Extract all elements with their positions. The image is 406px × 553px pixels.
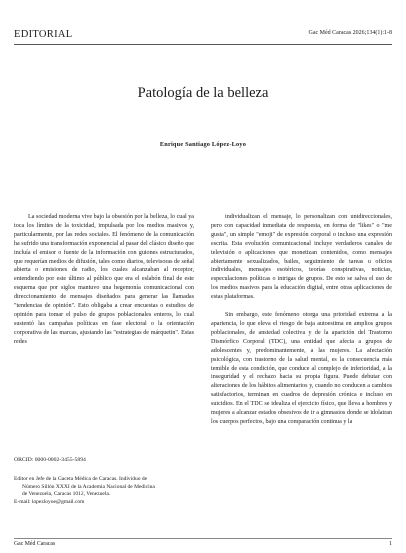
- body-paragraph: La sociedad moderna vive bajo la obsesión por la belleza, lo cual ya toca los límites de la toxicidad, impulsada por los medios masivos y, particularmente, por las redes sociales. El fenómeno de la comunicación ha sufrido una transformación exponencial al pasar del clásico diseño que incluía el emisor o fuente de la información con guiones estructurados, que requerían medios de difusión, tales como diarios, televisoras de señal abierta o emisiones de radio, los cuales alcanzaban al receptor, entendiendo por este último al público que era el eslabón final de este esquema que por siglos mantuvo una hegemonía comunicacional con direccionamiento de mensajes diseñados para generar las llamadas "tendencias de opinión". Esto obligaba a crear encuestas o estudios de opinión para tomar el pulso de grupos poblacionales enteros, lo cual sustentó las campañas políticas en fase electoral o la orientación corporativa de las marcas, ajustando las "estrategias de márquetin". Estas redes: [14, 214, 194, 345]
- footer-journal-name: Gac Méd Caracas: [14, 541, 56, 547]
- affiliation-line: de Venezuela, Caracas 1012, Venezuela.: [22, 491, 111, 498]
- body-paragraph: individualizan el mensaje, lo personalizan con unidireccionales, pero con capacidad inmediata de respuesta, en forma de "likes" o "me gusta", un simple "emoji" de expresión corporal o incluso una expresión escrita. Esta evolución comunicacional incluye verdaderos canales de televisión o aplicaciones que monetizan contenidos, como mensajes abiertamente sexualizados, bailes, seguimiento de tareas u oficios individuales, mensajes esotéricos, teorías conspirativas, noticias, especulaciones políticas o intrigas de grupos. De esto se salva el uso de los medios masivos para la educación digital, entre otras aplicaciones de estas plataformas.: [211, 214, 392, 301]
- header-divider: [14, 44, 392, 45]
- section-label: EDITORIAL: [14, 29, 73, 40]
- article-title: Patología de la belleza: [137, 85, 269, 101]
- body-paragraph: Sin embargo, este fenómeno otorga una prioridad extrema a la apariencia, lo que eleva el riesgo de baja autoestima en amplios grupos poblacionales, de ansiedad colectiva y de la aparición del Trastorno Dismórfico Corporal (TDC), una entidad que afecta a grupos de adolescentes y, predominantemente, a las mujeres. La afectación psicológica, con trastorno de la salud mental, es la consecuencia más temible de esta condición, que conduce al complejo de inferioridad, a la inseguridad y el rechazo hacia su propia figura. Puede debutar con alteraciones de los hábitos alimentarios y, cuando no conducen a cambios satisfactorios, terminan en cuadros de depresión crónica e incluso en suicidios. En el TDC se idealiza el ejercicio físico, que lleva a hombres y mujeres a alcanzar estados obsesivos de ir a gimnasios donde se idolatran los cuerpos perfectos, bajo una comparación continua y la: [211, 312, 392, 425]
- body-column-left: [14, 213, 194, 347]
- page-number: 1: [389, 541, 392, 547]
- author-email: E-mail: lopezloyoe@gmail.com: [14, 498, 85, 505]
- journal-citation: Gac Méd Caracas 2026;134(1):1-8: [308, 30, 392, 36]
- orcid-id: ORCID: 0000-0002-3455-5894: [14, 457, 86, 463]
- affiliation-line: Editor en Jefe de la Gaceta Médica de Caracas. Individuo de: [14, 476, 148, 482]
- body-column-right: [211, 213, 392, 427]
- footer-divider: [14, 538, 392, 539]
- affiliation-line: Número Sillón XXXI de la Academia Nacional de Medicina: [22, 483, 155, 490]
- article-author: Enrique Santiago López-Loyo: [159, 141, 247, 148]
- author-affiliation: [14, 476, 199, 506]
